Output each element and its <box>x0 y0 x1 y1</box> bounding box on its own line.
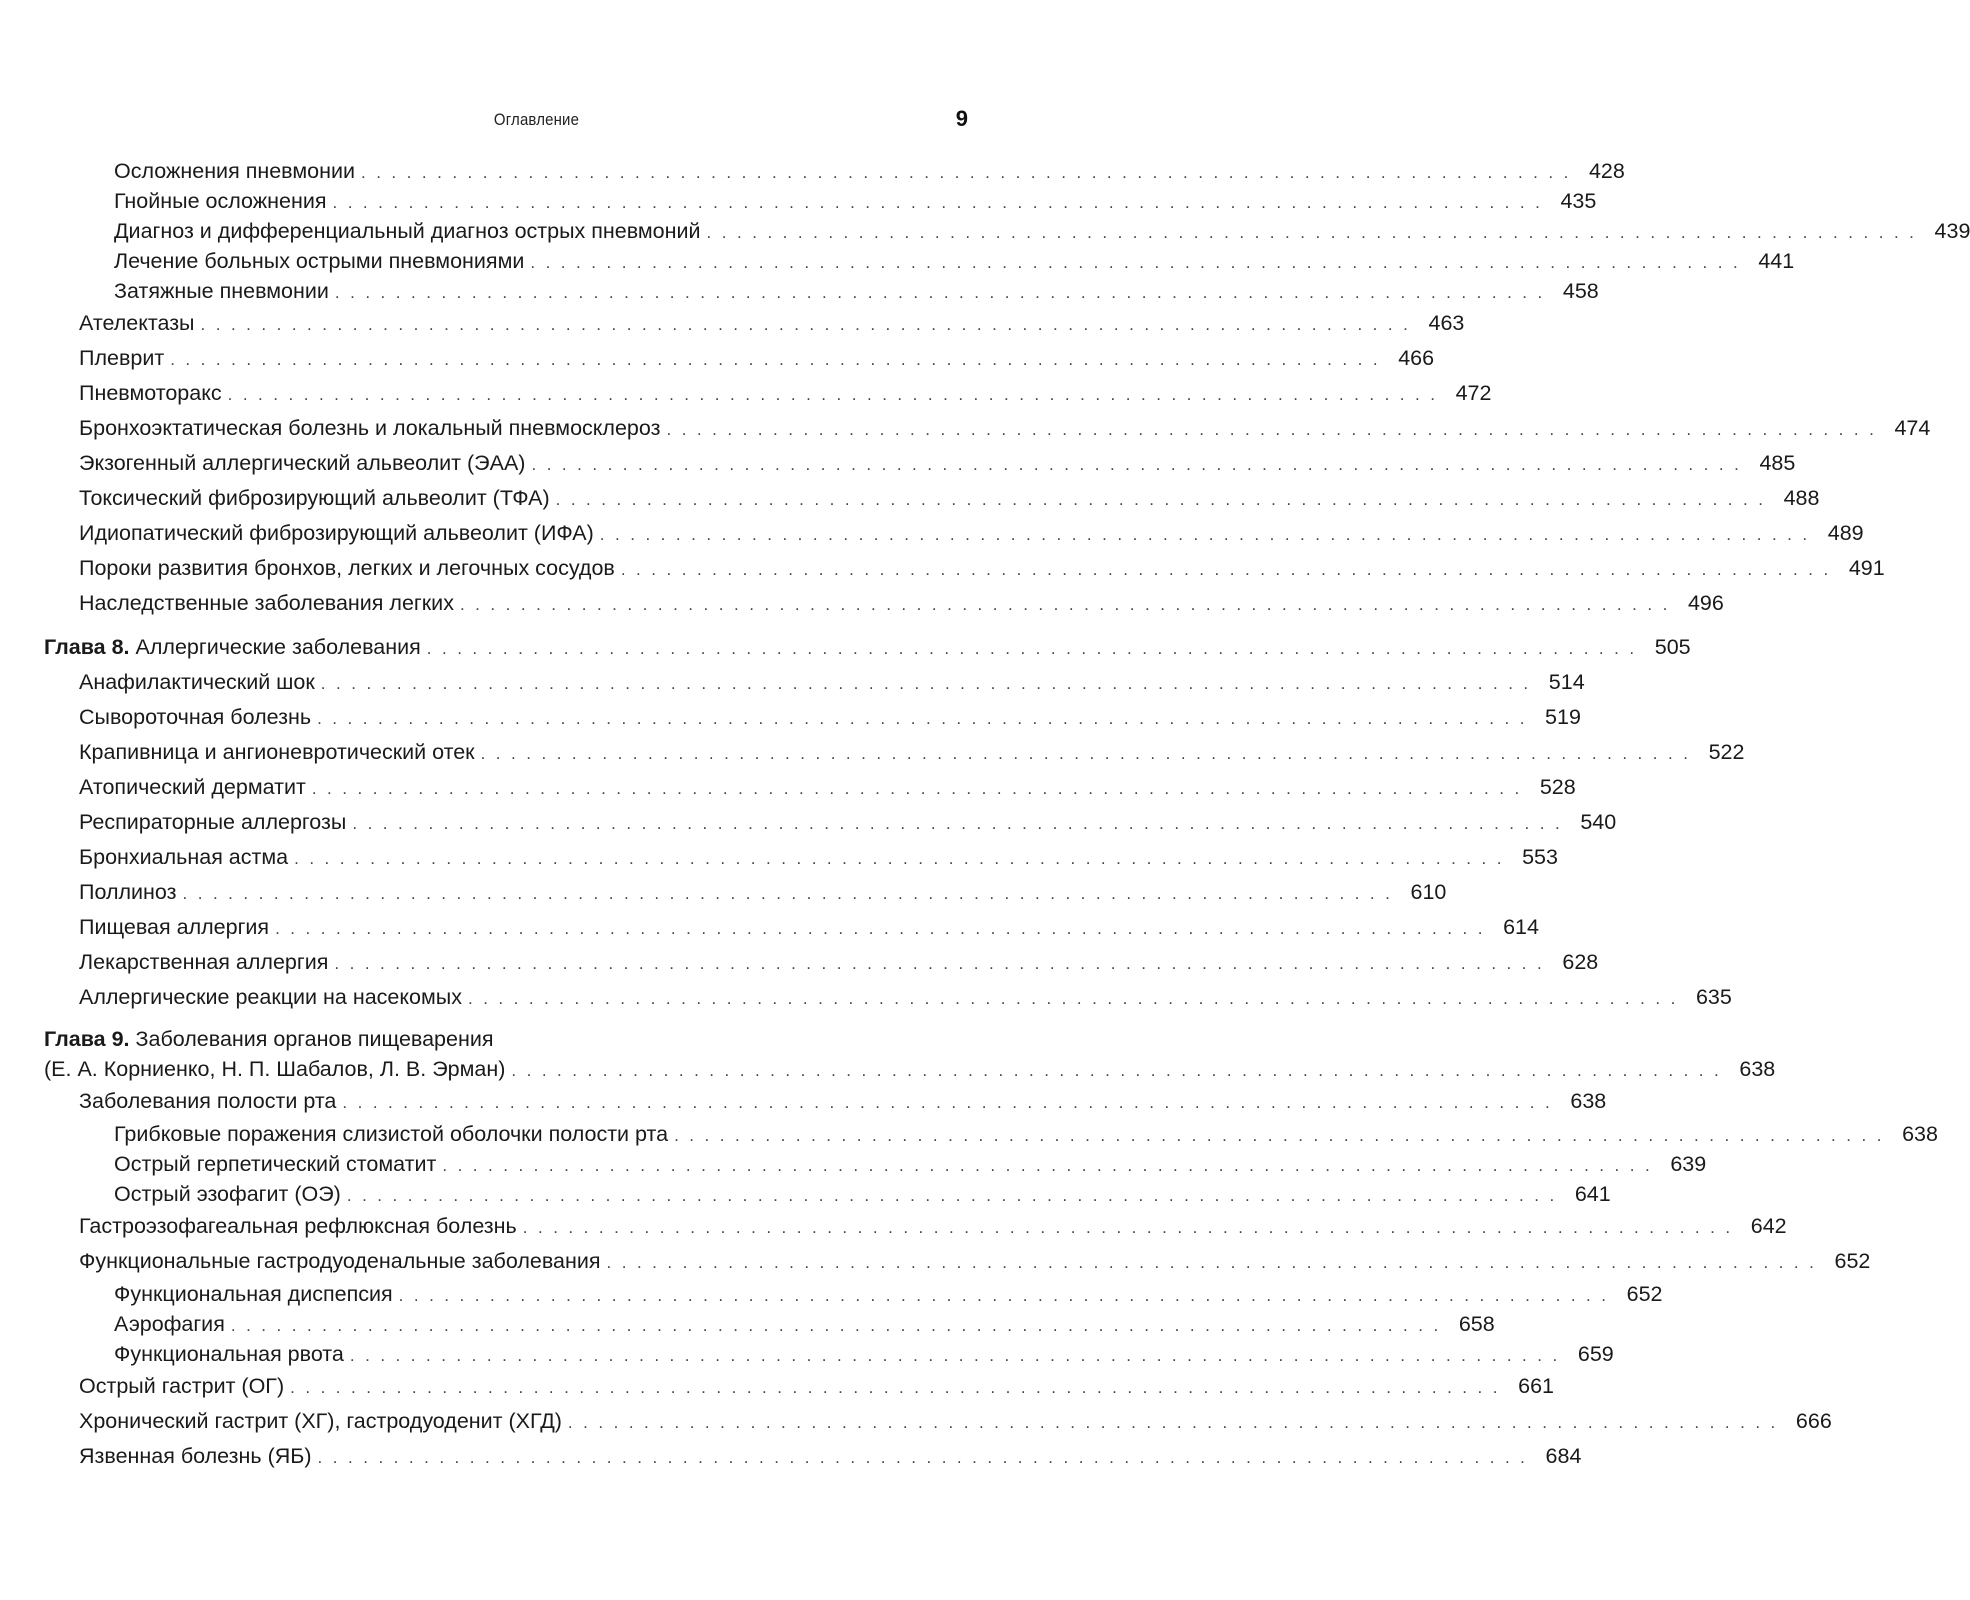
toc-entry-page: 472 <box>1455 381 1492 405</box>
toc-entry-title: Пневмоторакс <box>79 381 222 405</box>
dot-leader: ................................................................................ <box>555 490 1774 509</box>
dot-leader: ................................................................................ <box>317 1448 1536 1467</box>
toc-chapter-authors[interactable] <box>0 1054 1776 1084</box>
toc-entry-page: 474 <box>1894 416 1931 440</box>
toc-entry[interactable] <box>0 875 1447 910</box>
running-header <box>0 106 1073 136</box>
toc-entry[interactable] <box>0 805 1617 840</box>
toc-entry-title: Атопический дерматит <box>79 775 306 799</box>
toc-entry-page: 652 <box>1834 1249 1871 1273</box>
toc-entry[interactable] <box>0 665 1585 700</box>
toc-entry-page: 528 <box>1539 775 1576 799</box>
header-page-number: 9 <box>955 106 968 131</box>
toc-entry-title: Гнойные осложнения <box>114 189 327 213</box>
toc-entry-page: 514 <box>1548 670 1585 694</box>
toc-entry-page: 628 <box>1562 950 1599 974</box>
dot-leader: ................................................................................ <box>230 1316 1449 1335</box>
toc-entry-page: 522 <box>1708 740 1745 764</box>
toc-entry[interactable] <box>0 1369 1554 1404</box>
toc-entry[interactable] <box>0 700 1581 735</box>
toc-entry-page: 610 <box>1410 880 1447 904</box>
header-title: Оглавление <box>493 110 580 129</box>
toc-entry-page: 491 <box>1848 556 1885 580</box>
toc-entry-title: Аллергические реакции на насекомых <box>79 985 462 1009</box>
toc-entry[interactable] <box>0 216 1970 246</box>
toc-entry-page: 540 <box>1580 810 1617 834</box>
toc-entry[interactable] <box>0 1309 1495 1339</box>
toc-entry-title: Лечение больных острыми пневмониями <box>114 249 525 273</box>
chapter-label: Глава 8. <box>44 635 130 659</box>
dot-leader: ................................................................................ <box>360 163 1579 182</box>
toc-entry-page: 458 <box>1562 279 1599 303</box>
toc-entry[interactable] <box>0 481 1820 516</box>
toc-entry[interactable] <box>0 840 1558 875</box>
toc-entry-title: Пищевая аллергия <box>79 915 270 939</box>
toc-entry-page: 485 <box>1759 451 1796 475</box>
toc-entry-title: Поллиноз <box>79 880 177 904</box>
toc-entry[interactable] <box>0 980 1732 1015</box>
toc-entry[interactable] <box>0 1209 1787 1244</box>
dot-leader: ................................................................................ <box>290 1378 1508 1397</box>
dot-leader: ................................................................................ <box>352 814 1571 833</box>
toc-entry-page: 635 <box>1695 985 1732 1009</box>
toc-entry[interactable] <box>0 1404 1832 1439</box>
toc-entry-page: 496 <box>1687 591 1724 615</box>
dot-leader: ................................................................................ <box>200 315 1419 334</box>
toc-entry-title: Пороки развития бронхов, легких и легочных сосудов <box>79 556 615 580</box>
dot-leader: ................................................................................ <box>467 989 1686 1008</box>
toc-entry[interactable] <box>0 306 1465 341</box>
dot-leader: ................................................................................ <box>426 639 1645 658</box>
toc-chapter-title <box>44 630 421 665</box>
toc-chapter-9[interactable] <box>0 1024 1073 1054</box>
toc-entry-page: 441 <box>1758 249 1795 273</box>
toc-entry-page: 638 <box>1739 1057 1776 1081</box>
toc-entry-title: Наследственные заболевания легких <box>79 591 454 615</box>
toc-entry-title: Сывороточная болезнь <box>79 705 312 729</box>
toc-entry-page: 684 <box>1545 1444 1582 1468</box>
toc-entry[interactable] <box>0 1279 1663 1309</box>
toc-entry-page: 488 <box>1783 486 1820 510</box>
toc-entry-title: Заболевания полости рта <box>79 1089 337 1113</box>
toc-entry-page: 489 <box>1827 521 1864 545</box>
dot-leader: ................................................................................ <box>531 455 1750 474</box>
toc-entry-title: Бронхоэктатическая болезнь и локальный пневмосклероз <box>79 416 661 440</box>
toc-entry-page: 658 <box>1458 1312 1495 1336</box>
toc-entry[interactable] <box>0 186 1597 216</box>
dot-leader: ................................................................................ <box>346 1186 1565 1205</box>
table-of-contents <box>0 156 1970 1474</box>
dot-leader: ................................................................................ <box>320 674 1539 693</box>
toc-entry-title: Экзогенный аллергический альвеолит (ЭАА) <box>79 451 526 475</box>
toc-entry-page: 439 <box>1934 219 1970 243</box>
toc-entry-title: Анафилактический шок <box>79 670 315 694</box>
dot-leader: ................................................................................ <box>511 1061 1730 1080</box>
toc-entry-title: Острый эзофагит (ОЭ) <box>114 1182 341 1206</box>
chapter-label: Глава 9. <box>44 1027 130 1051</box>
toc-entry-page: 642 <box>1750 1214 1787 1238</box>
toc-chapter-8[interactable] <box>0 630 1691 665</box>
toc-entry-page: 435 <box>1560 189 1597 213</box>
toc-entry-title: Респираторные аллергозы <box>79 810 347 834</box>
toc-entry[interactable] <box>0 516 1864 551</box>
toc-entry[interactable] <box>0 1149 1707 1179</box>
toc-entry-page: 659 <box>1577 1342 1614 1366</box>
dot-leader: ................................................................................ <box>620 560 1839 579</box>
dot-leader: ................................................................................ <box>334 954 1553 973</box>
toc-entry[interactable] <box>0 945 1599 980</box>
toc-entry-title: Язвенная болезнь (ЯБ) <box>79 1444 312 1468</box>
toc-entry-title: Аэрофагия <box>114 1312 225 1336</box>
toc-entry-title: Острый гастрит (ОГ) <box>79 1374 285 1398</box>
toc-entry-page: 466 <box>1398 346 1435 370</box>
toc-entry-title: Крапивница и ангионевротический отек <box>79 740 475 764</box>
toc-entry-title: Токсический фиброзирующий альвеолит (ТФА) <box>79 486 550 510</box>
toc-entry-page: 661 <box>1518 1374 1554 1398</box>
toc-entry[interactable] <box>0 156 1625 186</box>
toc-entry-title: Затяжные пневмонии <box>114 279 329 303</box>
dot-leader: ................................................................................ <box>227 385 1446 404</box>
dot-leader: ................................................................................ <box>275 919 1493 938</box>
toc-entry-title: Функциональные гастродуоденальные заболевания <box>79 1249 601 1273</box>
toc-entry-page: 638 <box>1902 1122 1938 1146</box>
toc-entry[interactable] <box>0 341 1435 376</box>
dot-leader: ................................................................................ <box>317 709 1535 728</box>
chapter-name: Заболевания органов пищеварения <box>135 1027 494 1051</box>
toc-entry-title: Функциональная рвота <box>114 1342 344 1366</box>
dot-leader: ................................................................................ <box>674 1126 1892 1145</box>
toc-entry[interactable] <box>0 1119 1938 1149</box>
toc-entry-page: 666 <box>1795 1409 1832 1433</box>
dot-leader: ................................................................................ <box>349 1346 1568 1365</box>
toc-entry-title: Диагноз и дифференциальный диагноз острых пневмоний <box>114 219 701 243</box>
toc-entry[interactable] <box>0 910 1539 945</box>
toc-entry[interactable] <box>0 1244 1871 1279</box>
dot-leader: ................................................................................ <box>706 223 1925 242</box>
toc-entry-page: 639 <box>1670 1152 1707 1176</box>
toc-entry[interactable] <box>0 411 1931 446</box>
toc-entry-page: 614 <box>1503 915 1539 939</box>
dot-leader: ................................................................................ <box>567 1413 1786 1432</box>
toc-entry-title: Осложнения пневмонии <box>114 159 355 183</box>
toc-entry[interactable] <box>0 551 1885 586</box>
toc-entry-title: Гастроэзофагеальная рефлюксная болезнь <box>79 1214 517 1238</box>
toc-entry-page: 463 <box>1428 311 1465 335</box>
toc-entry-page: 652 <box>1626 1282 1663 1306</box>
toc-entry[interactable] <box>0 770 1576 805</box>
toc-entry[interactable] <box>0 246 1795 276</box>
toc-entry[interactable] <box>0 276 1599 306</box>
dot-leader: ................................................................................ <box>480 744 1699 763</box>
toc-entry-page: 519 <box>1545 705 1581 729</box>
toc-entry-title: Функциональная диспепсия <box>114 1282 393 1306</box>
toc-entry-page: 641 <box>1574 1182 1611 1206</box>
toc-chapter-title <box>44 1024 967 1054</box>
dot-leader: ................................................................................ <box>332 193 1551 212</box>
toc-entry-title: Хронический гастрит (ХГ), гастродуоденит (ХГД) <box>79 1409 562 1433</box>
dot-leader: ................................................................................ <box>530 253 1749 272</box>
dot-leader: ................................................................................ <box>599 525 1818 544</box>
dot-leader: ................................................................................ <box>311 779 1530 798</box>
toc-entry[interactable] <box>0 735 1745 770</box>
chapter-name: Аллергические заболевания <box>135 635 421 659</box>
toc-entry[interactable] <box>0 376 1492 411</box>
dot-leader: ................................................................................ <box>666 420 1885 439</box>
toc-entry[interactable] <box>0 1084 1607 1119</box>
toc-entry-title: Бронхиальная астма <box>79 845 289 869</box>
dot-leader: ................................................................................ <box>182 884 1401 903</box>
toc-entry[interactable] <box>0 446 1796 481</box>
toc-entry-page: 428 <box>1588 159 1625 183</box>
toc-entry-title: Грибковые поражения слизистой оболочки полости рта <box>114 1122 669 1146</box>
dot-leader: ................................................................................ <box>342 1093 1561 1112</box>
dot-leader: ................................................................................ <box>522 1218 1741 1237</box>
toc-entry-page: 505 <box>1654 635 1691 659</box>
toc-entry[interactable] <box>0 1179 1611 1209</box>
toc-entry[interactable] <box>0 1339 1614 1369</box>
toc-entry-title: Плеврит <box>79 346 165 370</box>
dot-leader: ................................................................................ <box>398 1286 1617 1305</box>
toc-entry[interactable] <box>0 586 1724 621</box>
dot-leader: ................................................................................ <box>334 283 1553 302</box>
dot-leader: ................................................................................ <box>170 350 1389 369</box>
dot-leader: ................................................................................ <box>442 1156 1661 1175</box>
toc-entry-title: Лекарственная аллергия <box>79 950 329 974</box>
dot-leader: ................................................................................ <box>606 1253 1825 1272</box>
toc-entry[interactable] <box>0 1439 1582 1474</box>
toc-entry-title: Острый герпетический стоматит <box>114 1152 437 1176</box>
dot-leader: ................................................................................ <box>459 595 1678 614</box>
toc-entry-page: 553 <box>1522 845 1558 869</box>
toc-entry-title: Идиопатический фиброзирующий альвеолит (ИФА) <box>79 521 594 545</box>
toc-entry-title: Ателектазы <box>79 311 195 335</box>
toc-entry-page: 638 <box>1570 1089 1607 1113</box>
dot-leader: ................................................................................ <box>294 849 1512 868</box>
toc-entry-title: (Е. А. Корниенко, Н. П. Шабалов, Л. В. Эрман) <box>44 1057 506 1081</box>
